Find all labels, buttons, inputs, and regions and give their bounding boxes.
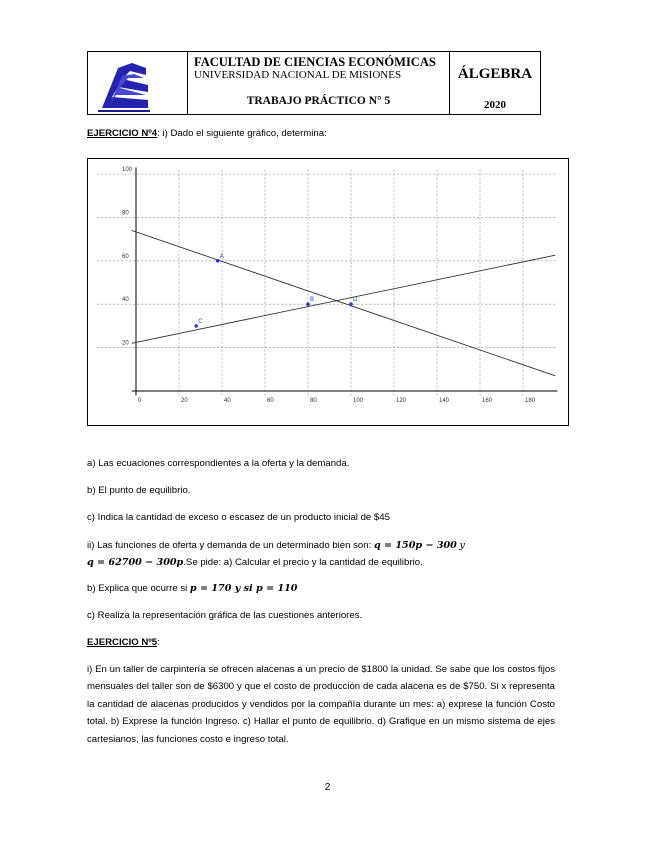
x-tick-label: 160 (482, 398, 493, 404)
ex4-b2-text: b) Explica que ocurre si (87, 583, 188, 594)
ex4-part-ii (87, 537, 557, 572)
university-logo (88, 52, 185, 114)
practical-title: TRABAJO PRÁCTICO N° 5 (246, 95, 391, 107)
y-tick-label: 40 (122, 297, 129, 304)
y-tick-label: 60 (122, 253, 129, 260)
subject-cell (450, 52, 540, 114)
ex5-body: i) En un taller de carpintería se ofrecen alacenas a un precio de $1800 la unidad. Se sabe que los costos fijos mensuales del taller son de $6300 y que el costo de producción de cada alacena es de $750. Si x representa la cantidad de alacenas producidos y vendidos por la compañía durante un mes: a) exprese la función Costo total. b) Exprese la función Ingreso. c) Hallar el punto de equilibrio. d) Grafique en un mismo sistema de ejes cartesianos, las funciones costo e ingreso total. (87, 664, 555, 745)
x-tick-label: 120 (396, 398, 407, 404)
year: 2020 (484, 99, 506, 111)
x-tick-label: 0 (138, 398, 142, 404)
ex4-ii-text: ii) Las funciones de oferta y demanda de un determinado bien son: (87, 540, 372, 551)
x-tick-label: 100 (353, 398, 364, 404)
page-number: 2 (324, 782, 331, 793)
y-tick-label: 80 (122, 210, 129, 217)
ex5-label: EJERCICIO Nº5 (87, 637, 158, 648)
institution-cell (188, 52, 450, 114)
ex4-ii-eq1: q = 150p − 300 (373, 540, 457, 551)
point-label-c: C (198, 318, 203, 325)
point-label-b: B (310, 297, 315, 304)
ex4-question-b2 (87, 582, 297, 596)
subject-title: ÁLGEBRA (457, 66, 533, 82)
series-line-demanda (132, 230, 556, 375)
ex4-intro: : i) Dado el siguiente gráfico, determina: (157, 128, 327, 139)
series-line-oferta (132, 255, 556, 343)
ex4-ii-rest: .Se pide: a) Calcular el precio y la cantidad de equilibrio. (183, 557, 423, 569)
ex4-question-c: c) Indica la cantidad de exceso o escasez de un producto inicial de $45 (87, 512, 390, 523)
x-tick-label: 20 (181, 398, 188, 404)
ex4-heading (87, 127, 327, 141)
y-tick-label: 100 (122, 167, 133, 173)
x-tick-label: 140 (439, 398, 450, 404)
x-tick-label: 80 (310, 398, 317, 404)
ex4-question-b: b) El punto de equilibrio. (87, 485, 191, 496)
ex4-b2-eq: p = 170 y si p = 110 (189, 583, 298, 594)
faculty-name: FACULTAD DE CIENCIAS ECONÓMICAS (194, 55, 436, 69)
ex4-ii-y: y (459, 540, 465, 551)
ex5-heading (87, 636, 160, 650)
point-label-d: D (353, 297, 358, 304)
university-name: UNIVERSIDAD NACIONAL DE MISIONES (194, 69, 402, 81)
ex5-colon: : (157, 637, 160, 648)
ex4-question-c2: c) Realiza la representación gráfica de las cuestiones anteriores. (87, 610, 363, 621)
logo-cell (88, 52, 188, 114)
point-label-a: A (219, 253, 224, 260)
x-tick-label: 60 (267, 398, 274, 404)
x-tick-label: 180 (525, 398, 536, 404)
y-tick-label: 20 (122, 340, 129, 347)
ex4-question-a: a) Las ecuaciones correspondientes a la oferta y la demanda. (87, 458, 350, 469)
header-box (87, 51, 541, 115)
chart-svg (88, 159, 568, 425)
supply-demand-graph (87, 158, 569, 426)
ex4-label: EJERCICIO Nº4 (87, 128, 158, 139)
x-tick-label: 40 (224, 398, 231, 404)
ex4-ii-eq2: q = 62700 − 300p (87, 557, 184, 569)
